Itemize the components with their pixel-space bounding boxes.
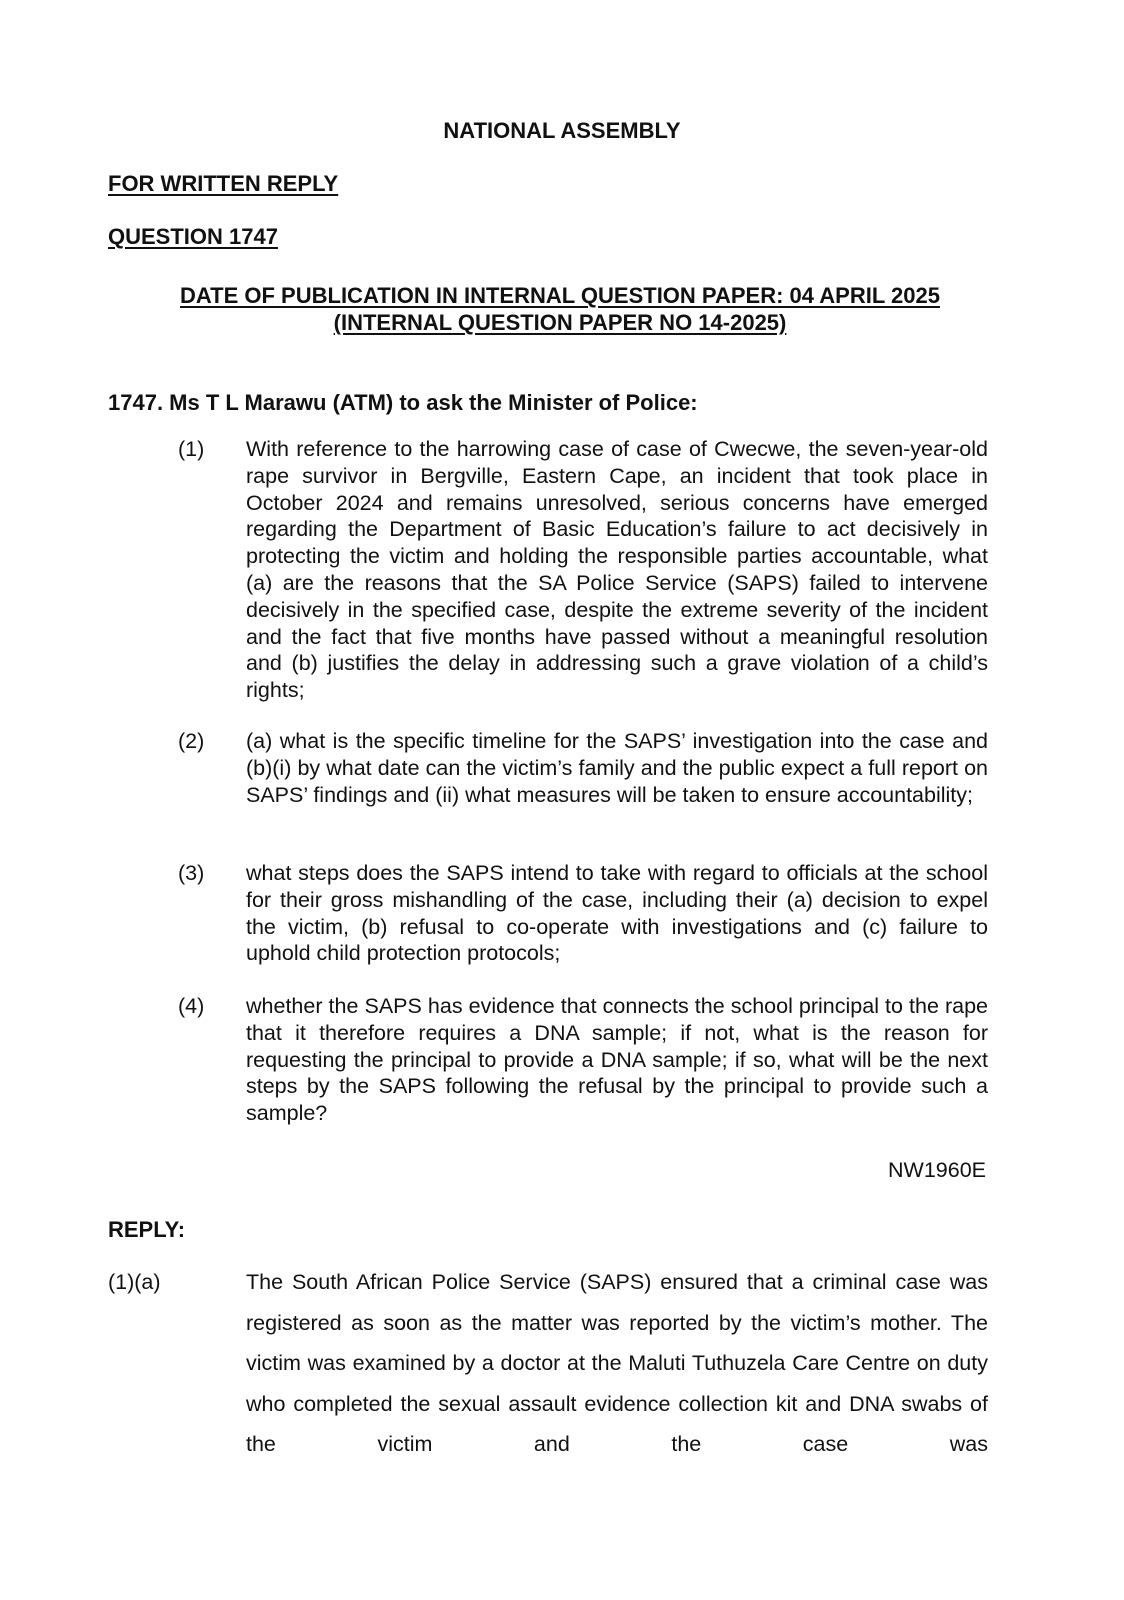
publication-details [120, 282, 1000, 336]
question-item-number: (4) [178, 994, 205, 1018]
reply-type-heading: FOR WRITTEN REPLY [108, 171, 339, 196]
question-number-heading: QUESTION 1747 [108, 224, 278, 249]
question-item [178, 993, 998, 1133]
question-item-text: With reference to the harrowing case of case of Cwecwe, the seven-year-old rape survivor in Bergville, Eastern Cape, an incident that took place in October 2024 and remains unresolved, serious concerns have emerged regarding the Department of Basic Education’s failure to act decisively in protecting the victim and holding the responsible parties accountable, what (a) are the reasons that the SA Police Service (SAPS) failed to intervene decisively in the specified case, despite the extreme severity of the incident and the fact that five months have passed without a meaningful resolution and (b) justifies the delay in addressing such a grave violation of a child’s rights; [246, 437, 988, 703]
question-item-number: (1) [178, 437, 205, 461]
house-heading: NATIONAL ASSEMBLY [443, 118, 681, 143]
question-intro: 1747. Ms T L Marawu (ATM) to ask the Minister of Police: [108, 390, 698, 415]
question-item [178, 860, 998, 970]
reply-item-number: (1)(a) [108, 1270, 161, 1294]
question-item-number: (2) [178, 729, 205, 753]
question-paper-number-line: (INTERNAL QUESTION PAPER NO 14-2025) [333, 310, 787, 335]
question-item-number: (3) [178, 861, 205, 885]
reply-item-text: The South African Police Service (SAPS) ensured that a criminal case was registered as soon as the matter was reported by the victim’s mother. The victim was examined by a doctor at the Maluti Tuthuzela Care Centre on duty who completed the sexual assault evidence collection kit and DNA swabs of the victim and the case was [246, 1270, 988, 1456]
question-item-text: (a) what is the specific timeline for the SAPS’ investigation into the case and (b)(i) by what date can the victim’s family and the public expect a full report on SAPS’ findings and (ii) what measures will be taken to ensure accountability; [246, 729, 988, 807]
publication-date-line: DATE OF PUBLICATION IN INTERNAL QUESTION PAPER: 04 APRIL 2025 [180, 283, 940, 308]
question-item [178, 728, 998, 838]
question-item-text: whether the SAPS has evidence that connects the school principal to the rape that it therefore requires a DNA sample; if not, what is the reason for requesting the principal to provide a DNA sample; if so, what will be the next steps by the SAPS following the refusal by the principal to provide such a sample? [246, 994, 988, 1126]
reply-heading: REPLY: [108, 1217, 186, 1242]
question-reference-code: NW1960E [888, 1158, 986, 1182]
question-item [178, 436, 998, 706]
question-item-text: what steps does the SAPS intend to take with regard to officials at the school for their gross mishandling of the case, including their (a) decision to expel the victim, (b) refusal to co-operate with investigations and (c) failure to uphold child protection protocols; [246, 861, 988, 966]
